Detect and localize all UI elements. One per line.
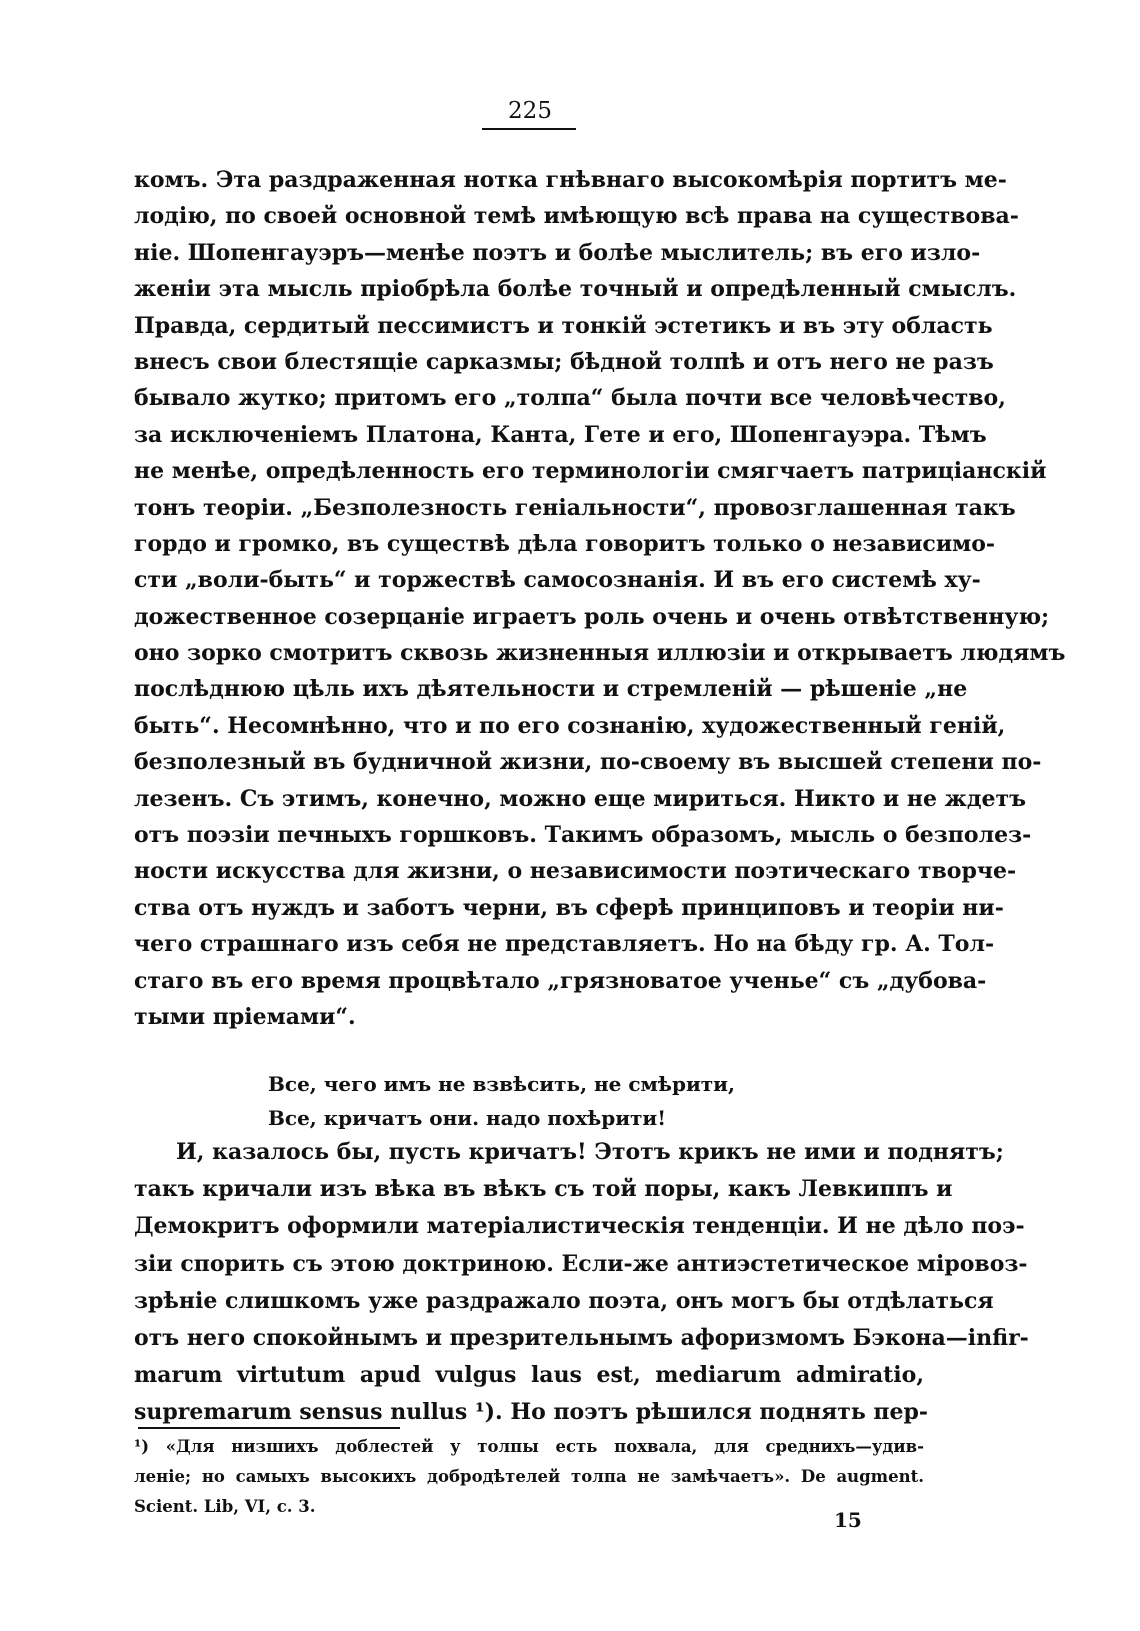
footnote-separator: [138, 1427, 400, 1429]
text-line: зіи спорить съ этою доктриною. Если-же антиэстетическое міровоз-: [134, 1250, 1028, 1277]
footnote-line: леніе; но самыхъ высокихъ добродѣтелей толпа не замѣчаетъ». De augment.: [134, 1467, 924, 1486]
text-line: отъ поэзіи печныхъ горшковъ. Такимъ образомъ, мысль о безполез-: [134, 822, 1032, 849]
text-line: Демокритъ оформили матеріалистическія тенденціи. И не дѣло поэ-: [134, 1213, 1025, 1240]
footnote-line: ¹) «Для низшихъ доблестей у толпы есть похвала, для среднихъ—удив-: [134, 1437, 924, 1456]
text-line: послѣднюю цѣль ихъ дѣятельности и стремленій — рѣшеніе „не: [134, 676, 968, 703]
text-line: И, казалось бы, пусть кричатъ! Этотъ крикъ не ими и поднятъ;: [176, 1139, 1004, 1165]
text-line: ства отъ нуждъ и заботъ черни, въ сферѣ принциповъ и теоріи ни-: [134, 894, 1004, 921]
text-line: не менѣе, опредѣленность его терминологіи смягчаетъ патриціанскій: [134, 458, 1047, 485]
text-line: дожественное созерцаніе играетъ роль очень и очень отвѣтственную;: [134, 603, 1050, 630]
text-line: быть“. Несомнѣнно, что и по его сознанію, художественный геній,: [134, 712, 1006, 739]
text-line: зрѣніе слишкомъ уже раздражало поэта, онъ могъ бы отдѣлаться: [134, 1287, 994, 1314]
text-line: ности искусства для жизни, о независимости поэтическаго творче-: [134, 858, 1017, 885]
text-line: бывало жутко; притомъ его „толпа“ была почти все человѣчество,: [134, 385, 1006, 412]
footnote: [134, 1432, 924, 1522]
text-line: комъ. Эта раздраженная нотка гнѣвнаго высокомѣрія портитъ ме-: [134, 167, 1007, 193]
text-line: отъ него спокойнымъ и презрительнымъ афоризмомъ Бэкона—infir-: [134, 1324, 1029, 1351]
text-line: за исключеніемъ Платона, Канта, Гете и его, Шопенгауэра. Тѣмъ: [134, 421, 987, 448]
text-line: женіи эта мысль пріобрѣла болѣе точный и опредѣленный смыслъ.: [134, 276, 1017, 303]
text-line: безполезный въ будничной жизни, по-своему въ высшей степени по-: [134, 749, 1042, 776]
text-line: чего страшнаго изъ себя не представляетъ. Но на бѣду гр. А. Тол-: [134, 931, 995, 958]
text-line: гордо и громко, въ существѣ дѣла говоритъ только о независимо-: [134, 530, 996, 557]
text-line: тонъ теоріи. „Безполезность геніальности“, провозглашенная такъ: [134, 494, 1016, 521]
page-number: 225: [508, 98, 552, 124]
verse-line: Все, чего имъ не взвѣсить, не смѣрити,: [268, 1072, 735, 1096]
text-line: тыми пріемами“.: [134, 1003, 356, 1030]
verse-quote: [268, 1067, 735, 1135]
signature-mark: 15: [834, 1508, 862, 1532]
second-paragraph: [134, 1134, 1029, 1432]
text-line: ніе. Шопенгауэръ—менѣе поэтъ и болѣе мыслитель; въ его изло-: [134, 239, 981, 266]
text-line: внесъ свои блестящіе сарказмы; бѣдной толпѣ и отъ него не разъ: [134, 348, 994, 375]
text-line: supremarum sensus nullus ¹). Но поэтъ рѣшился поднять пер-: [134, 1399, 929, 1426]
main-text-block: [134, 162, 1066, 1035]
text-line: стаго въ его время процвѣтало „грязноватое ученье“ съ „дубова-: [134, 967, 987, 994]
text-line: сти „воли-быть“ и торжествѣ самосознанія. И въ его системѣ ху-: [134, 567, 981, 594]
text-line: marum virtutum apud vulgus laus est, mediarum admiratio,: [134, 1362, 924, 1389]
text-line: такъ кричали изъ вѣка въ вѣкъ съ той поры, какъ Левкиппъ и: [134, 1176, 953, 1203]
text-line: оно зорко смотритъ сквозь жизненныя иллюзіи и открываетъ людямъ: [134, 640, 1066, 667]
text-line: Правда, сердитый пессимистъ и тонкій эстетикъ и въ эту область: [134, 312, 993, 339]
text-line: лодію, по своей основной темѣ имѣющую всѣ права на существова-: [134, 203, 1019, 230]
text-line: лезенъ. Съ этимъ, конечно, можно еще мириться. Никто и не ждетъ: [134, 785, 1027, 812]
page-number-rule: [482, 128, 576, 130]
footnote-line: Scient. Lib, VI, c. 3.: [134, 1497, 316, 1516]
verse-line: Все, кричатъ они. надо похѣрити!: [268, 1106, 667, 1130]
